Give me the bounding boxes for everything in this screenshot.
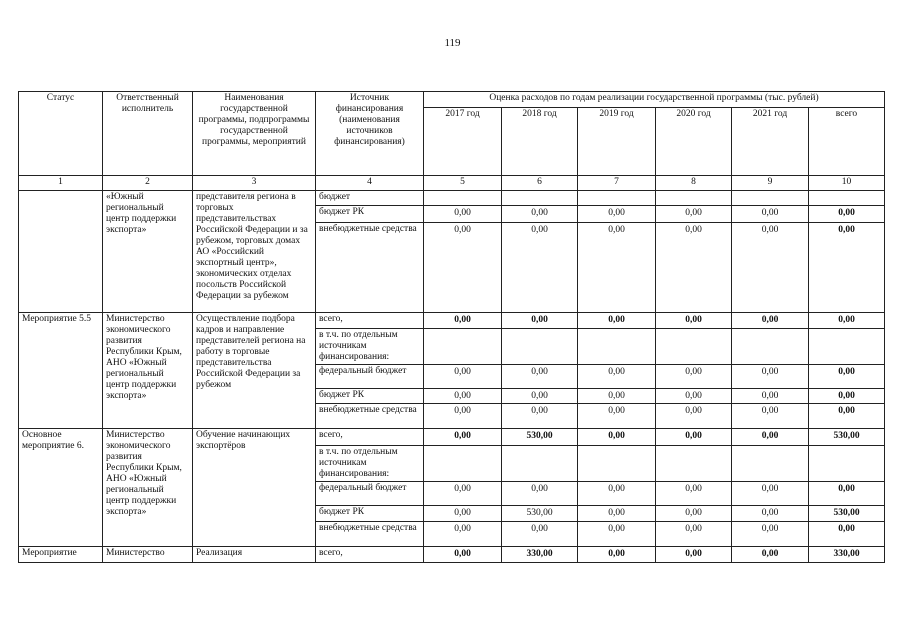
row-measure-name: Реализация bbox=[193, 547, 316, 563]
cell-total: 0,00 bbox=[809, 389, 885, 404]
row-funding-source: в т.ч. по отдельным источникам финансирования: bbox=[316, 329, 424, 365]
cell-value: 0,00 bbox=[502, 313, 578, 329]
row-status: Мероприятие bbox=[19, 547, 103, 563]
cell-value: 0,00 bbox=[502, 223, 578, 313]
column-number: 9 bbox=[732, 176, 809, 191]
header-expense-estimate: Оценка расходов по годам реализации государственной программы (тыс. рублей) bbox=[424, 92, 885, 108]
column-number: 8 bbox=[656, 176, 732, 191]
row-funding-source: бюджет РК bbox=[316, 506, 424, 522]
cell-total: 0,00 bbox=[809, 223, 885, 313]
cell-value bbox=[578, 446, 656, 482]
cell-value: 0,00 bbox=[578, 522, 656, 547]
cell-value: 0,00 bbox=[502, 206, 578, 223]
header-status: Статус bbox=[19, 92, 103, 176]
cell-total: 530,00 bbox=[809, 506, 885, 522]
cell-value bbox=[732, 446, 809, 482]
cell-value: 0,00 bbox=[424, 547, 502, 563]
cell-value: 0,00 bbox=[578, 223, 656, 313]
cell-value bbox=[656, 191, 732, 206]
header-total: всего bbox=[809, 108, 885, 176]
header-funding-source: Источник финансирования (наименования источников финансирования) bbox=[316, 92, 424, 176]
cell-value: 0,00 bbox=[578, 404, 656, 429]
cell-value: 330,00 bbox=[502, 547, 578, 563]
cell-value: 0,00 bbox=[732, 313, 809, 329]
cell-value: 0,00 bbox=[656, 365, 732, 389]
cell-total: 0,00 bbox=[809, 365, 885, 389]
cell-value: 0,00 bbox=[578, 506, 656, 522]
header-program-name: Наименования государственной программы, подпрограммы государственной программы, мероприятий bbox=[193, 92, 316, 176]
row-executor: Министерство экономического развития Республики Крым, АНО «Южный региональный центр поддержки экспорта» bbox=[103, 313, 193, 429]
cell-value: 0,00 bbox=[732, 429, 809, 446]
cell-total: 0,00 bbox=[809, 313, 885, 329]
cell-value: 0,00 bbox=[732, 389, 809, 404]
cell-total bbox=[809, 191, 885, 206]
header-year: 2019 год bbox=[578, 108, 656, 176]
column-number: 6 bbox=[502, 176, 578, 191]
cell-total: 0,00 bbox=[809, 404, 885, 429]
cell-value: 0,00 bbox=[656, 429, 732, 446]
cell-value: 0,00 bbox=[732, 404, 809, 429]
cell-total bbox=[809, 446, 885, 482]
cell-value bbox=[656, 329, 732, 365]
cell-value bbox=[424, 446, 502, 482]
cell-value: 0,00 bbox=[578, 365, 656, 389]
header-year: 2018 год bbox=[502, 108, 578, 176]
cell-total: 330,00 bbox=[809, 547, 885, 563]
cell-value bbox=[656, 446, 732, 482]
cell-value: 0,00 bbox=[502, 482, 578, 506]
row-executor: «Южный региональный центр поддержки экспорта» bbox=[103, 191, 193, 313]
cell-value bbox=[502, 329, 578, 365]
cell-value: 530,00 bbox=[502, 506, 578, 522]
cell-value: 0,00 bbox=[424, 313, 502, 329]
row-funding-source: в т.ч. по отдельным источникам финансирования: bbox=[316, 446, 424, 482]
header-year: 2020 год bbox=[656, 108, 732, 176]
cell-value: 0,00 bbox=[424, 206, 502, 223]
row-status: Мероприятие 5.5 bbox=[19, 313, 103, 429]
row-status bbox=[19, 191, 103, 313]
header-executor: Ответственный исполнитель bbox=[103, 92, 193, 176]
row-funding-source: бюджет bbox=[316, 191, 424, 206]
cell-value bbox=[578, 329, 656, 365]
row-funding-source: бюджет РК bbox=[316, 389, 424, 404]
cell-value: 0,00 bbox=[578, 389, 656, 404]
cell-value bbox=[732, 191, 809, 206]
row-measure-name: Обучение начинающих экспортёров bbox=[193, 429, 316, 547]
cell-value: 0,00 bbox=[424, 506, 502, 522]
page-number: 119 bbox=[444, 37, 461, 49]
cell-value: 0,00 bbox=[502, 389, 578, 404]
row-executor: Министерство bbox=[103, 547, 193, 563]
cell-value: 0,00 bbox=[578, 206, 656, 223]
cell-value: 0,00 bbox=[424, 482, 502, 506]
column-number: 2 bbox=[103, 176, 193, 191]
table-row bbox=[19, 313, 885, 329]
column-number: 1 bbox=[19, 176, 103, 191]
cell-value: 0,00 bbox=[732, 365, 809, 389]
column-number: 3 bbox=[193, 176, 316, 191]
cell-value: 0,00 bbox=[656, 547, 732, 563]
cell-value: 0,00 bbox=[578, 313, 656, 329]
row-executor: Министерство экономического развития Республики Крым, АНО «Южный региональный центр поддержки экспорта» bbox=[103, 429, 193, 547]
cell-value: 0,00 bbox=[656, 522, 732, 547]
row-funding-source: всего, bbox=[316, 429, 424, 446]
cell-value: 0,00 bbox=[578, 482, 656, 506]
cell-value: 0,00 bbox=[656, 206, 732, 223]
cell-value: 0,00 bbox=[502, 522, 578, 547]
row-status: Основное мероприятие 6. bbox=[19, 429, 103, 547]
cell-value: 0,00 bbox=[732, 547, 809, 563]
cell-value: 0,00 bbox=[656, 482, 732, 506]
row-funding-source: всего, bbox=[316, 313, 424, 329]
row-funding-source: внебюджетные средства bbox=[316, 522, 424, 547]
column-number: 10 bbox=[809, 176, 885, 191]
cell-value: 0,00 bbox=[656, 313, 732, 329]
cell-value bbox=[502, 446, 578, 482]
table-row bbox=[19, 547, 885, 563]
cell-value: 0,00 bbox=[578, 547, 656, 563]
cell-value: 0,00 bbox=[732, 506, 809, 522]
column-number: 7 bbox=[578, 176, 656, 191]
cell-value: 0,00 bbox=[656, 389, 732, 404]
row-funding-source: внебюджетные средства bbox=[316, 223, 424, 313]
cell-value: 530,00 bbox=[502, 429, 578, 446]
row-measure-name: представителя региона в торговых представительствах Российской Федерации и за рубежом, торговых домах АО «Российский экспортный центр», экономических отделах посольств Российской Федерации за рубежом bbox=[193, 191, 316, 313]
cell-value: 0,00 bbox=[424, 522, 502, 547]
header-year: 2021 год bbox=[732, 108, 809, 176]
column-number: 5 bbox=[424, 176, 502, 191]
cell-value: 0,00 bbox=[656, 506, 732, 522]
cell-total bbox=[809, 329, 885, 365]
cell-value: 0,00 bbox=[656, 404, 732, 429]
cell-value: 0,00 bbox=[424, 389, 502, 404]
row-funding-source: бюджет РК bbox=[316, 206, 424, 223]
cell-total: 0,00 bbox=[809, 206, 885, 223]
cell-value: 0,00 bbox=[424, 365, 502, 389]
cell-value bbox=[502, 191, 578, 206]
table-row bbox=[19, 429, 885, 446]
row-measure-name: Осуществление подбора кадров и направление представителей региона на работу в торговые представительства Российской Федерации за рубежом bbox=[193, 313, 316, 429]
row-funding-source: внебюджетные средства bbox=[316, 404, 424, 429]
header-year: 2017 год bbox=[424, 108, 502, 176]
cell-total: 0,00 bbox=[809, 482, 885, 506]
cell-value: 0,00 bbox=[502, 404, 578, 429]
row-funding-source: всего, bbox=[316, 547, 424, 563]
cell-value: 0,00 bbox=[732, 223, 809, 313]
cell-value: 0,00 bbox=[732, 206, 809, 223]
cell-value bbox=[578, 191, 656, 206]
table-row bbox=[19, 191, 885, 206]
cell-value bbox=[732, 329, 809, 365]
cell-value: 0,00 bbox=[424, 429, 502, 446]
column-number-row bbox=[19, 176, 885, 191]
cell-total: 530,00 bbox=[809, 429, 885, 446]
cell-value: 0,00 bbox=[656, 223, 732, 313]
cell-value: 0,00 bbox=[502, 365, 578, 389]
cell-value: 0,00 bbox=[424, 223, 502, 313]
budget-table bbox=[18, 91, 885, 563]
cell-value: 0,00 bbox=[732, 482, 809, 506]
cell-value: 0,00 bbox=[732, 522, 809, 547]
row-funding-source: федеральный бюджет bbox=[316, 365, 424, 389]
column-number: 4 bbox=[316, 176, 424, 191]
row-funding-source: федеральный бюджет bbox=[316, 482, 424, 506]
cell-total: 0,00 bbox=[809, 522, 885, 547]
cell-value: 0,00 bbox=[578, 429, 656, 446]
cell-value bbox=[424, 329, 502, 365]
cell-value: 0,00 bbox=[424, 404, 502, 429]
cell-value bbox=[424, 191, 502, 206]
